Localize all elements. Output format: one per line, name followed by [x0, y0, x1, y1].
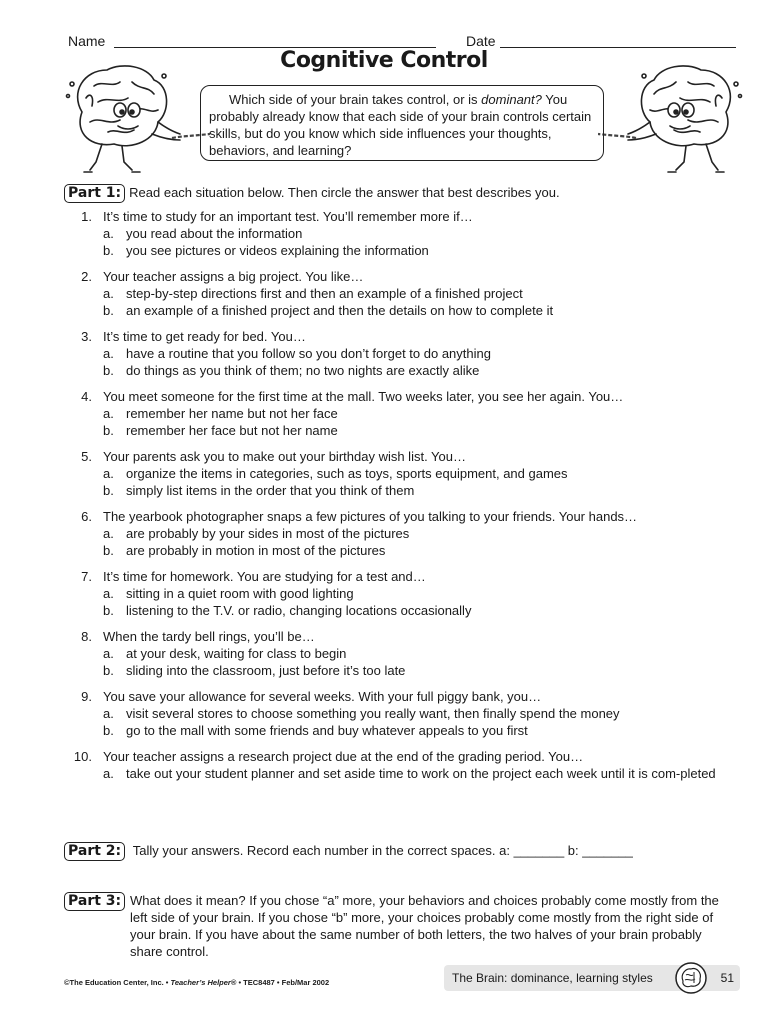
option-b-text: sliding into the classroom, just before it’s too late	[126, 663, 406, 678]
question-text: Your teacher assigns a big project. You like…	[103, 269, 364, 284]
option-letter: a.	[103, 766, 114, 781]
option-a[interactable]	[103, 345, 744, 362]
question-text: Your parents ask you to make out your birthday wish list. You…	[103, 449, 466, 464]
part2-text: Tally your answers. Record each number in the correct spaces. a: _______ b: _______	[132, 843, 633, 858]
option-a[interactable]	[103, 705, 744, 722]
question-text: You save your allowance for several weeks. With your full piggy bank, you…	[103, 689, 542, 704]
option-letter: a.	[103, 286, 114, 301]
question-text: When the tardy bell rings, you’ll be…	[103, 629, 315, 644]
option-letter: b.	[103, 243, 114, 258]
option-b[interactable]	[103, 722, 744, 739]
option-letter: a.	[103, 226, 114, 241]
option-b-text: simply list items in the order that you think of them	[126, 483, 415, 498]
question-number: 7.	[81, 569, 92, 584]
option-b[interactable]	[103, 422, 744, 439]
option-letter: b.	[103, 483, 114, 498]
option-a-text: are probably by your sides in most of the pictures	[126, 526, 410, 541]
page-title: Cognitive Control	[280, 48, 488, 73]
part1-badge: Part 1:	[64, 184, 125, 203]
option-a[interactable]	[103, 225, 744, 242]
question-item	[64, 388, 744, 439]
option-b[interactable]	[103, 482, 744, 499]
question-number: 2.	[81, 269, 92, 284]
question-item	[64, 268, 744, 319]
question-number: 1.	[81, 209, 92, 224]
question-number: 3.	[81, 329, 92, 344]
option-letter: a.	[103, 466, 114, 481]
question-item	[64, 628, 744, 679]
question-item	[64, 328, 744, 379]
option-a-text: visit several stores to choose something you really want, then finally spend the money	[126, 706, 620, 721]
question-number: 8.	[81, 629, 92, 644]
option-b-text: go to the mall with some friends and buy whatever appeals to you first	[126, 723, 528, 738]
option-a[interactable]	[103, 525, 744, 542]
question-text: You meet someone for the first time at the mall. Two weeks later, you see her again. You…	[103, 389, 624, 404]
option-b-text: listening to the T.V. or radio, changing locations occasionally	[126, 603, 472, 618]
question-item	[64, 448, 744, 499]
credit-prefix: ©The Education Center, Inc. •	[64, 978, 171, 987]
page-number: 51	[720, 971, 734, 985]
part3-badge: Part 3:	[64, 892, 125, 911]
option-letter: b.	[103, 603, 114, 618]
question-number: 10.	[73, 749, 92, 764]
right-brain-illustration	[598, 62, 746, 177]
option-letter: b.	[103, 723, 114, 738]
option-a-text: step-by-step directions first and then an example of a finished project	[126, 286, 523, 301]
question-number: 9.	[81, 689, 92, 704]
intro-text-start: Which side of your brain takes control, or is	[229, 92, 482, 107]
question-number: 4.	[81, 389, 92, 404]
option-b-text: remember her face but not her name	[126, 423, 338, 438]
question-item	[64, 568, 744, 619]
option-a[interactable]	[103, 585, 744, 602]
option-letter: a.	[103, 526, 114, 541]
option-letter: a.	[103, 706, 114, 721]
question-text: Your teacher assigns a research project due at the end of the grading period. You…	[103, 749, 584, 764]
option-a-text: remember her name but not her face	[126, 406, 338, 421]
footer-topic: The Brain: dominance, learning styles	[452, 971, 653, 985]
option-b-text: do things as you think of them; no two nights are exactly alike	[126, 363, 480, 378]
option-b[interactable]	[103, 542, 744, 559]
option-a[interactable]	[103, 285, 744, 302]
question-text: It’s time for homework. You are studying for a test and…	[103, 569, 426, 584]
part1-header	[64, 184, 560, 203]
name-label: Name	[68, 33, 106, 49]
option-a-text: take out your student planner and set aside time to work on the project each week until it is com-pleted	[126, 766, 716, 781]
credit-magazine: Teacher’s Helper	[170, 978, 231, 987]
option-a-text: organize the items in categories, such as toys, sports equipment, and games	[126, 466, 568, 481]
intro-text-end: You probably already know that each side of your brain controls certain skills, but do you know which side influences your thoughts, behaviors, and learning?	[209, 92, 592, 158]
footer-credit	[64, 978, 329, 987]
question-item	[64, 688, 744, 739]
part2-badge: Part 2:	[64, 842, 125, 861]
part3-section	[64, 892, 730, 960]
question-text: It’s time to get ready for bed. You…	[103, 329, 306, 344]
option-a[interactable]	[103, 645, 744, 662]
option-a[interactable]	[103, 465, 744, 482]
option-letter: a.	[103, 586, 114, 601]
question-text: The yearbook photographer snaps a few pictures of you talking to your friends. Your hands…	[103, 509, 638, 524]
footer-topic-bar	[444, 965, 740, 991]
option-a[interactable]	[103, 765, 744, 782]
option-b[interactable]	[103, 362, 744, 379]
question-number: 5.	[81, 449, 92, 464]
option-letter: a.	[103, 646, 114, 661]
question-item	[64, 508, 744, 559]
option-letter: b.	[103, 663, 114, 678]
question-item	[64, 208, 744, 259]
option-letter: a.	[103, 406, 114, 421]
brain-badge-icon	[674, 961, 708, 995]
intro-emphasis: dominant?	[481, 92, 542, 107]
intro-box	[200, 85, 604, 161]
option-letter: b.	[103, 363, 114, 378]
option-a[interactable]	[103, 405, 744, 422]
part2-section	[64, 842, 633, 861]
part3-text: What does it mean? If you chose “a” more, your behaviors and choices probably come mostly from the left side of your brain. If you chose “b” more, your choices probably come mostly from the right side of your brain. If you have about the same number of both letters, the two halves of your brain probably share control.	[130, 893, 719, 959]
option-letter: b.	[103, 423, 114, 438]
option-letter: a.	[103, 346, 114, 361]
option-a-text: sitting in a quiet room with good lighting	[126, 586, 354, 601]
option-letter: b.	[103, 303, 114, 318]
option-letter: b.	[103, 543, 114, 558]
question-number: 6.	[81, 509, 92, 524]
option-b-text: an example of a finished project and then the details on how to complete it	[126, 303, 554, 318]
credit-suffix: ® • TEC8487 • Feb/Mar 2002	[230, 978, 330, 987]
part1-instruction: Read each situation below. Then circle the answer that best describes you.	[129, 185, 560, 200]
option-a-text: have a routine that you follow so you don’t forget to do anything	[126, 346, 491, 361]
question-list	[64, 208, 744, 791]
option-b-text: are probably in motion in most of the pictures	[126, 543, 386, 558]
question-item	[64, 748, 744, 782]
option-a-text: you read about the information	[126, 226, 303, 241]
option-b[interactable]	[103, 302, 744, 319]
question-text: It’s time to study for an important test. You’ll remember more if…	[103, 209, 473, 224]
left-brain-illustration	[62, 62, 210, 177]
option-b[interactable]	[103, 602, 744, 619]
option-b-text: you see pictures or videos explaining the information	[126, 243, 429, 258]
date-label: Date	[466, 33, 496, 49]
intro-text	[209, 91, 595, 159]
option-b[interactable]	[103, 662, 744, 679]
option-b[interactable]	[103, 242, 744, 259]
option-a-text: at your desk, waiting for class to begin	[126, 646, 347, 661]
